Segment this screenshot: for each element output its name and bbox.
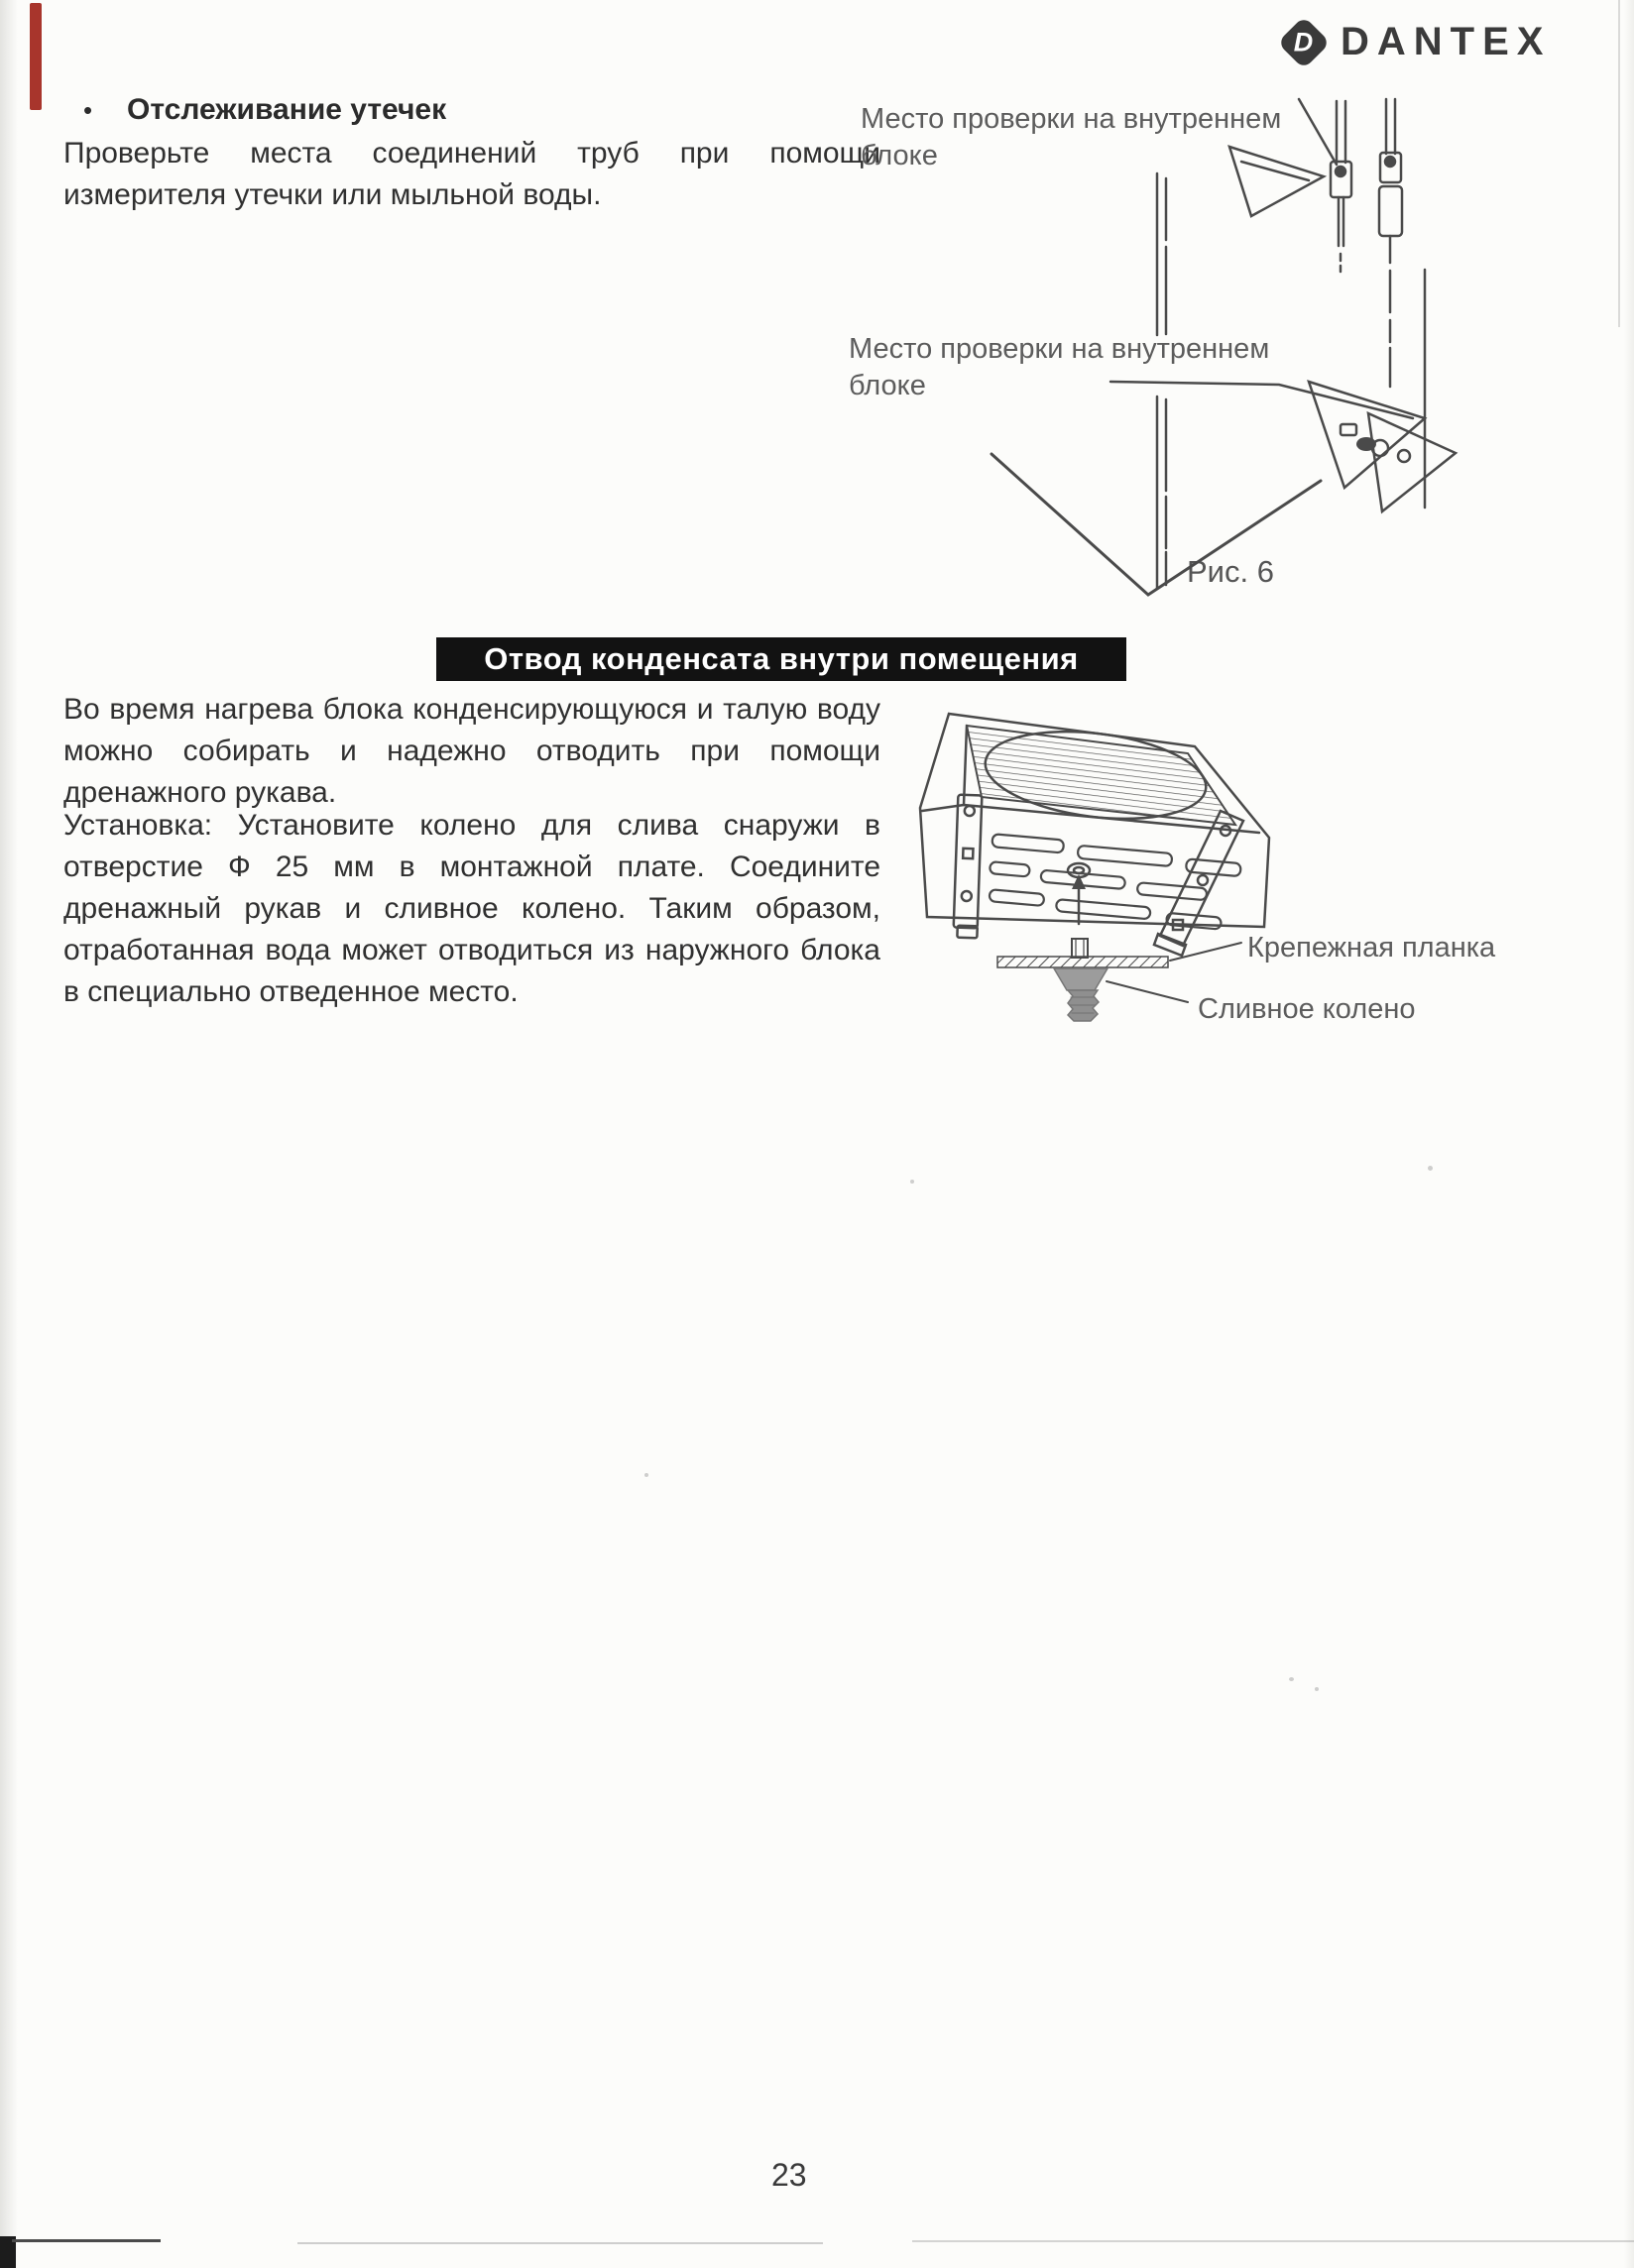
section-heading-leak: Отслеживание утечек: [127, 93, 447, 126]
brand-name: DANTEX: [1341, 20, 1552, 63]
section-banner-text: Отвод конденсата внутри помещения: [484, 641, 1079, 676]
scan-speck: [1289, 1677, 1294, 1681]
fig6-caption: Рис. 6: [1187, 554, 1274, 589]
page-number: 23: [771, 2157, 807, 2193]
scan-artifact-bottom-line: [297, 2242, 823, 2244]
section-banner-condensate: [436, 637, 1126, 681]
fig6-label-mid: Место проверки на внутреннем блоке: [849, 333, 1270, 401]
fig7-label-drain-elbow: Сливное колено: [1198, 993, 1416, 1025]
dantex-logo: [1285, 20, 1551, 64]
condensate-paragraph-1: Во время нагрева блока конденсирующуюся и талую воду можно собирать и надежно отводить при помощи дренажного рукава.: [63, 693, 880, 809]
scan-artifact-bottom-line: [12, 2239, 161, 2242]
fig7-label-mounting-plate: Крепежная планка: [1247, 932, 1496, 964]
scan-speck: [910, 1180, 914, 1184]
leak-body-text: Проверьте места соединений труб при помощи измерителя утечки или мыльной воды.: [63, 137, 880, 211]
scan-edge-shadow-right: [1624, 0, 1634, 2268]
red-ink-mark: [30, 3, 42, 110]
scan-speck: [1428, 1166, 1433, 1171]
list-bullet: •: [83, 95, 93, 125]
condensate-paragraph-2: Установка: Установите колено для слива снаружи в отверстие Ф 25 мм в монтажной плате. Соедините дренажный рукав и сливное колено. Таким образом, отработанная вода может отводиться из наружного блока в специально отведенное место.: [63, 809, 880, 1008]
scan-edge-shadow-left: [0, 0, 18, 2268]
scan-speck: [644, 1473, 648, 1477]
fig6-label-top: Место проверки на внутреннем блоке: [861, 103, 1282, 171]
scan-edge-line-right: [1618, 0, 1620, 327]
fig6-pipe-connections-drawing: [674, 59, 1586, 615]
logo-letter: D: [1294, 27, 1314, 57]
scan-artifact-bottom-line: [912, 2240, 1634, 2242]
scan-speck: [1315, 1687, 1319, 1691]
